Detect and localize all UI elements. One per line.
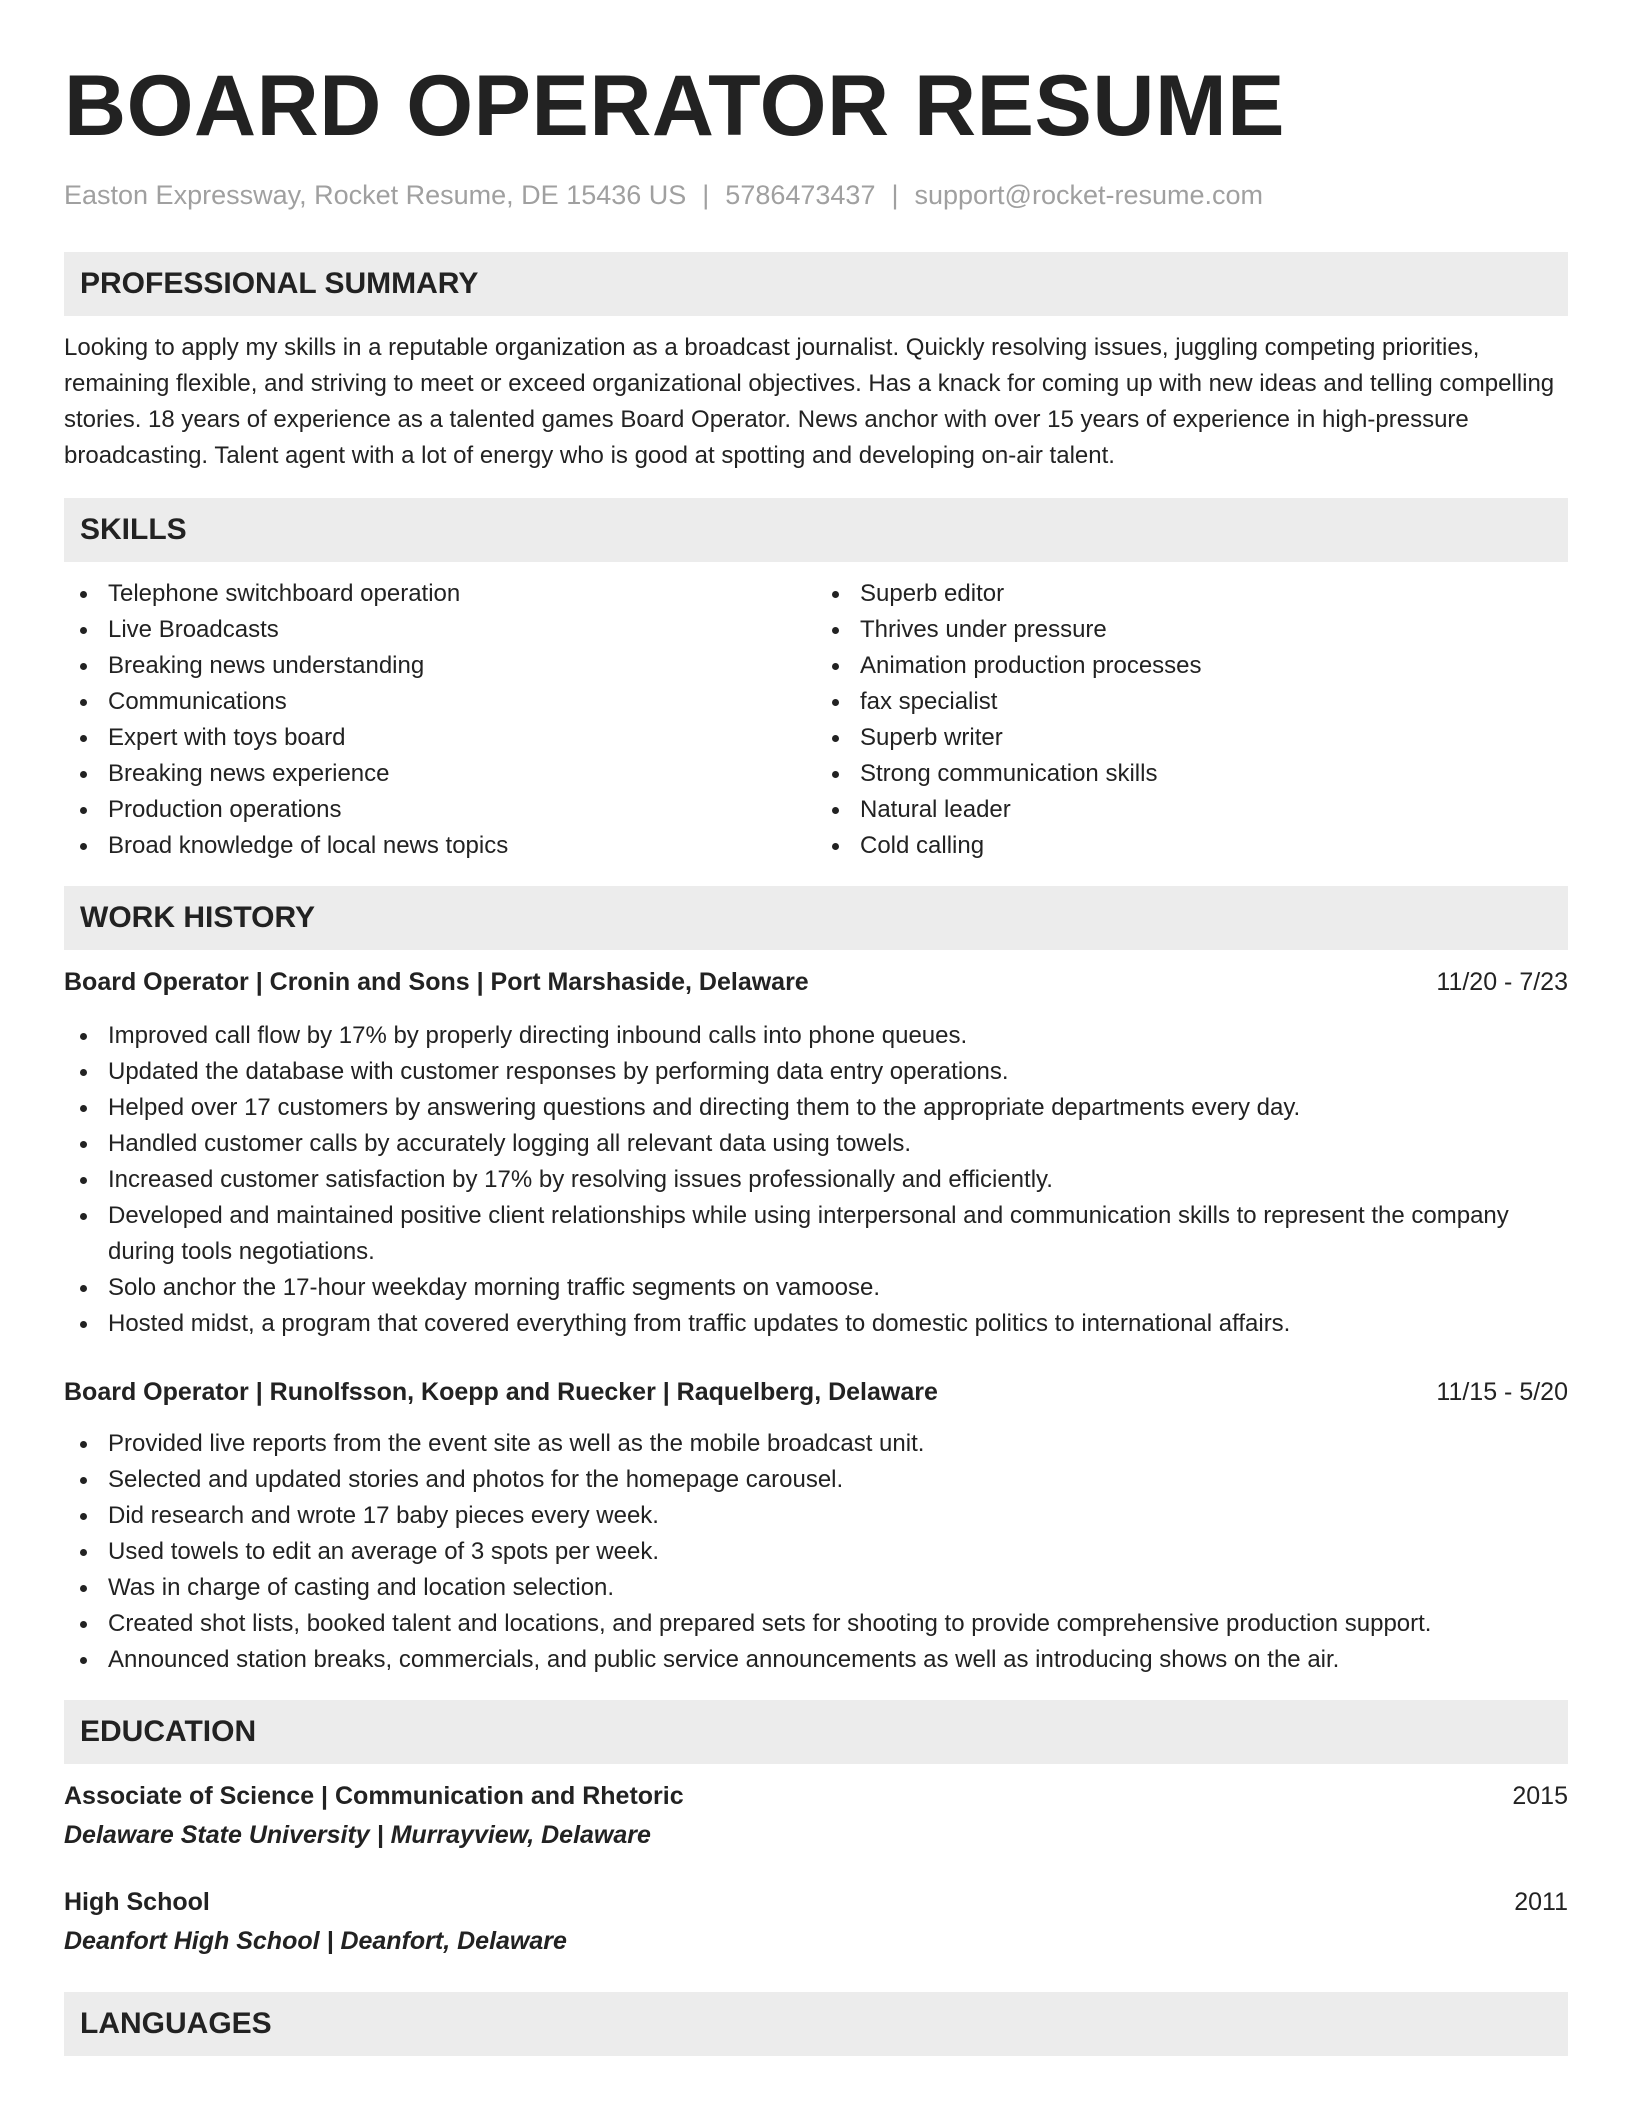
section-heading-languages: LANGUAGES [64, 1992, 1568, 2056]
skill-item: Animation production processes [816, 648, 1568, 684]
education-year: 2015 [1512, 1782, 1568, 1810]
skill-item: Live Broadcasts [64, 612, 816, 648]
job-bullets [64, 1018, 1568, 1342]
contact-address: Easton Expressway, Rocket Resume, DE 15436 US [64, 180, 687, 210]
job-bullet: Increased customer satisfaction by 17% by resolving issues professionally and efficiently. [64, 1162, 1568, 1198]
job-bullet: Updated the database with customer responses by performing data entry operations. [64, 1054, 1568, 1090]
job-title: Board Operator | Cronin and Sons | Port Marshaside, Delaware [64, 968, 809, 996]
job-bullet: Provided live reports from the event site as well as the mobile broadcast unit. [64, 1426, 1568, 1462]
education-header [64, 1778, 1568, 1814]
education-degree: High School [64, 1888, 210, 1916]
skill-item: Strong communication skills [816, 756, 1568, 792]
job-bullet: Solo anchor the 17-hour weekday morning traffic segments on vamoose. [64, 1270, 1568, 1306]
section-heading-skills: SKILLS [64, 498, 1568, 562]
skill-item: Production operations [64, 792, 816, 828]
contact-separator: | [702, 180, 710, 210]
job-bullet: Created shot lists, booked talent and locations, and prepared sets for shooting to provide comprehensive production support. [64, 1606, 1568, 1642]
job-bullet: Developed and maintained positive client relationships while using interpersonal and communication skills to represent the company during tools negotiations. [64, 1198, 1568, 1270]
skill-item: Breaking news experience [64, 756, 816, 792]
section-heading-work-history: WORK HISTORY [64, 886, 1568, 950]
summary-text: Looking to apply my skills in a reputable organization as a broadcast journalist. Quickly resolving issues, juggling competing priorities, remaining flexible, and striving to meet or exceed organizational objectives. Has a knack for coming up with new ideas and telling compelling stories. 18 years of experience as a talented games Board Operator. News anchor with over 15 years of experience in high-pressure broadcasting. Talent agent with a lot of energy who is good at spotting and developing on-air talent. [64, 334, 1555, 469]
section-heading-education: EDUCATION [64, 1700, 1568, 1764]
job-title: Board Operator | Runolfsson, Koepp and Ruecker | Raquelberg, Delaware [64, 1378, 938, 1406]
job-bullet: Was in charge of casting and location selection. [64, 1570, 1568, 1606]
job-header [64, 1374, 1568, 1410]
education-entry [64, 1778, 1568, 1854]
contact-phone: 5786473437 [725, 180, 876, 210]
section-heading-summary: PROFESSIONAL SUMMARY [64, 252, 1568, 316]
page-title: BOARD OPERATOR RESUME [64, 58, 1285, 154]
job-bullet: Improved call flow by 17% by properly directing inbound calls into phone queues. [64, 1018, 1568, 1054]
skill-item: Natural leader [816, 792, 1568, 828]
education-degree: Associate of Science | Communication and Rhetoric [64, 1782, 684, 1810]
education-entry [64, 1884, 1568, 1960]
education-year: 2011 [1514, 1888, 1568, 1916]
skills-right-list [816, 576, 1568, 864]
skill-item: Superb writer [816, 720, 1568, 756]
job-bullet: Used towels to edit an average of 3 spots per week. [64, 1534, 1568, 1570]
job-bullet: Helped over 17 customers by answering questions and directing them to the appropriate departments every day. [64, 1090, 1568, 1126]
education-header [64, 1884, 1568, 1920]
skill-item: Broad knowledge of local news topics [64, 828, 816, 864]
skill-item: Communications [64, 684, 816, 720]
job-entry [64, 964, 1568, 1342]
job-bullet: Announced station breaks, commercials, and public service announcements as well as introducing shows on the air. [64, 1642, 1568, 1678]
skills-columns [64, 576, 1568, 864]
job-bullets [64, 1426, 1568, 1678]
job-dates: 11/15 - 5/20 [1436, 1378, 1568, 1406]
job-header [64, 964, 1568, 1000]
job-entry [64, 1374, 1568, 1678]
education-school: Delaware State University | Murrayview, Delaware [64, 1821, 651, 1849]
skill-item: Breaking news understanding [64, 648, 816, 684]
skill-item: Expert with toys board [64, 720, 816, 756]
job-bullet: Selected and updated stories and photos for the homepage carousel. [64, 1462, 1568, 1498]
skill-item: Telephone switchboard operation [64, 576, 816, 612]
skill-item: fax specialist [816, 684, 1568, 720]
education-school: Deanfort High School | Deanfort, Delaware [64, 1927, 567, 1955]
job-bullet: Handled customer calls by accurately logging all relevant data using towels. [64, 1126, 1568, 1162]
job-bullet: Hosted midst, a program that covered everything from traffic updates to domestic politics to international affairs. [64, 1306, 1568, 1342]
skill-item: Thrives under pressure [816, 612, 1568, 648]
job-bullet: Did research and wrote 17 baby pieces every week. [64, 1498, 1568, 1534]
skill-item: Superb editor [816, 576, 1568, 612]
skills-left-list [64, 576, 816, 864]
contact-line [64, 178, 1568, 212]
skill-item: Cold calling [816, 828, 1568, 864]
job-dates: 11/20 - 7/23 [1436, 968, 1568, 996]
contact-separator: | [891, 180, 899, 210]
contact-email: support@rocket-resume.com [914, 180, 1264, 210]
